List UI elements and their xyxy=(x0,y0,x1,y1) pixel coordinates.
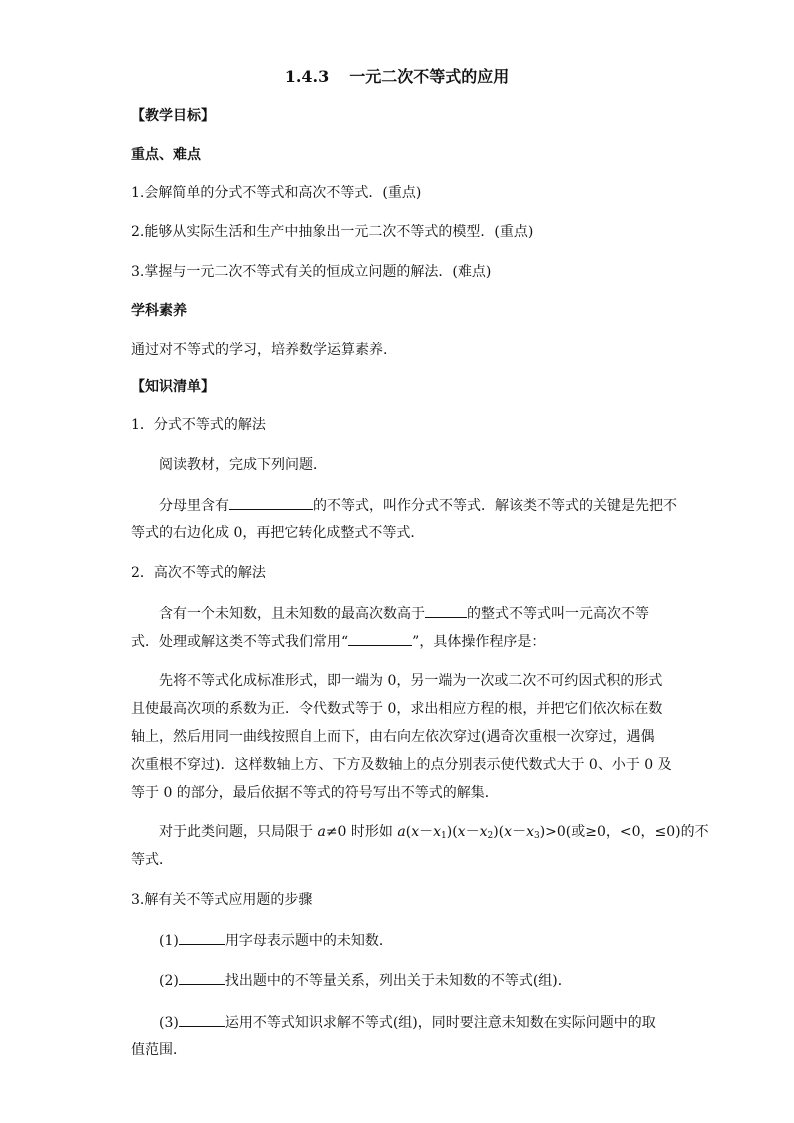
goal-item: 2.能够从实际生活和生产中抽象出一元二次不等式的模型．(重点) xyxy=(131,224,534,240)
knowledge-heading: 【知识清单】 xyxy=(131,379,215,395)
procedure-line: 先将不等式化成标准形式，即一端为 0，另一端为一次或二次不可约因式积的形式 xyxy=(159,673,663,689)
section1-paragraph-line2: 等式的右边化成 0，再把它转化成整式不等式． xyxy=(131,525,425,541)
section1-intro: 阅读教材，完成下列问题． xyxy=(159,457,327,473)
section-number: 1.4.3 xyxy=(284,67,330,86)
answer-blank[interactable] xyxy=(348,632,412,646)
section1-paragraph: 分母里含有 的不等式，叫作分式不等式．解该类不等式的关键是先把不 xyxy=(159,498,677,514)
procedure-line: 且使最高次项的系数为正．令代数式等于 0，求出相应方程的根，并把它们依次标在数 xyxy=(131,701,663,717)
formula-paragraph: 对于此类问题，只局限于 a≠0 时形如 $a(x-x_1)(x-x_2)(x-x_3)>0$(或≥0，<0，≤0)的不 xyxy=(159,824,709,841)
section3-heading: 3.解有关不等式应用题的步骤 xyxy=(131,892,313,908)
literacy-text: 通过对不等式的学习，培养数学运算素养. xyxy=(131,342,388,358)
answer-blank[interactable] xyxy=(179,971,225,985)
answer-blank[interactable] xyxy=(425,604,467,618)
section2-paragraph: 含有一个未知数，且未知数的最高次数高于 的整式不等式叫一元高次不等 xyxy=(159,606,649,622)
goal-item: 1.会解简单的分式不等式和高次不等式．(重点) xyxy=(131,185,422,201)
procedure-line: 轴上，然后用同一曲线按照自上而下，由右向左依次穿过(遇奇次重根一次穿过，遇偶 xyxy=(131,729,655,745)
procedure-line: 等于 0 的部分，最后依据不等式的符号写出不等式的解集． xyxy=(131,785,499,801)
answer-blank[interactable] xyxy=(179,1013,225,1027)
key-points-heading: 重点、难点 xyxy=(131,147,201,163)
polynomial-formula: $a(x-x_1)(x-x_2)(x-x_3)$ xyxy=(397,824,546,841)
section-title: 一元二次不等式的应用 xyxy=(349,67,510,86)
step-item: (1) 用字母表示题中的未知数． xyxy=(159,933,393,949)
section2-paragraph-line2: 式．处理或解这类不等式我们常用“ ”，具体操作程序是： xyxy=(131,634,546,650)
section2-heading: 2．高次不等式的解法 xyxy=(131,565,266,581)
goals-heading: 【教学目标】 xyxy=(131,108,215,124)
goal-item: 3.掌握与一元二次不等式有关的恒成立问题的解法．(难点) xyxy=(131,264,492,280)
literacy-heading: 学科素养 xyxy=(131,303,187,319)
step-item: (2) 找出题中的不等量关系，列出关于未知数的不等式(组)． xyxy=(159,973,572,989)
section1-heading: 1．分式不等式的解法 xyxy=(131,417,266,433)
answer-blank[interactable] xyxy=(179,931,225,945)
formula-paragraph-line2: 等式． xyxy=(131,852,173,868)
procedure-line: 次重根不穿过)．这样数轴上方、下方及数轴上的点分别表示使代数式大于 0、小于 0 及 xyxy=(131,757,672,773)
step-item: (3) 运用不等式知识求解不等式(组)，同时要注意未知数在实际问题中的取 xyxy=(159,1015,656,1031)
answer-blank[interactable] xyxy=(229,496,313,510)
page-title xyxy=(0,64,794,87)
step-item-line2: 值范围． xyxy=(131,1042,187,1058)
